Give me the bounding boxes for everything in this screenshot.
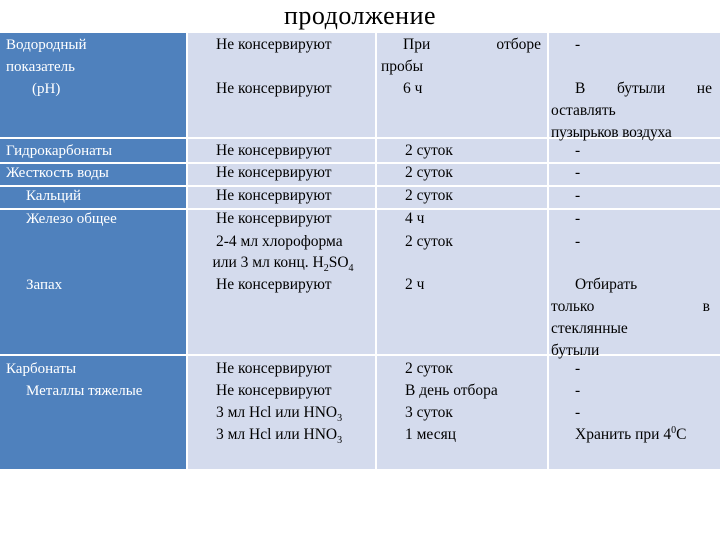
cell-ph-preserve-1: Не консервируют: [216, 36, 332, 53]
cell-smell-notes: Отбирать только в стеклянные бутыли: [551, 276, 710, 359]
cell-smell-preserve: Не консервируют: [216, 276, 332, 293]
cell-group2-names: Гидрокарбонаты Жесткость воды Кальций Железо общее: [6, 143, 117, 227]
page-title: продолжение: [283, 1, 437, 30]
cell-group4-notes: - - - Хранить при $4^0С$: [575, 360, 687, 443]
cell-ph-time: При отборе пробы 6 ч: [381, 36, 541, 97]
cell-group2-notes: - - - - -: [575, 142, 581, 250]
cell-group4-names: Карбонаты Металлы тяжелые: [6, 361, 143, 399]
cell-group4-preserve: Не консервируют Не консервируют 3 мл Hcl или $HNO_3$ 3 мл Hcl или $HNO_3$: [216, 360, 343, 447]
cell-smell-time: 2 ч: [405, 276, 425, 293]
cell-ph-preserve-2: Не консервируют: [216, 80, 332, 97]
cell-ph-name: Водородный показатель (рН): [6, 37, 87, 97]
cell-group2-preserve: Не консервируют Не консервируют Не консервируют Не консервируют 2-4 мл хлороформа: [216, 142, 343, 250]
cell-ph-notes: - В бутыли не оставлять пузырьков воздуха: [551, 36, 712, 141]
cell-group2-time: 2 суток 2 суток 2 суток 4 ч 2 суток: [405, 142, 453, 250]
cell-smell-name: Запах: [26, 277, 63, 293]
cell-group4-time: 2 суток В день отбора 3 суток 1 месяц: [405, 360, 498, 443]
cell-group2-preserve-acid: или 3 мл конц. $H_2SO_4$: [212, 254, 354, 275]
